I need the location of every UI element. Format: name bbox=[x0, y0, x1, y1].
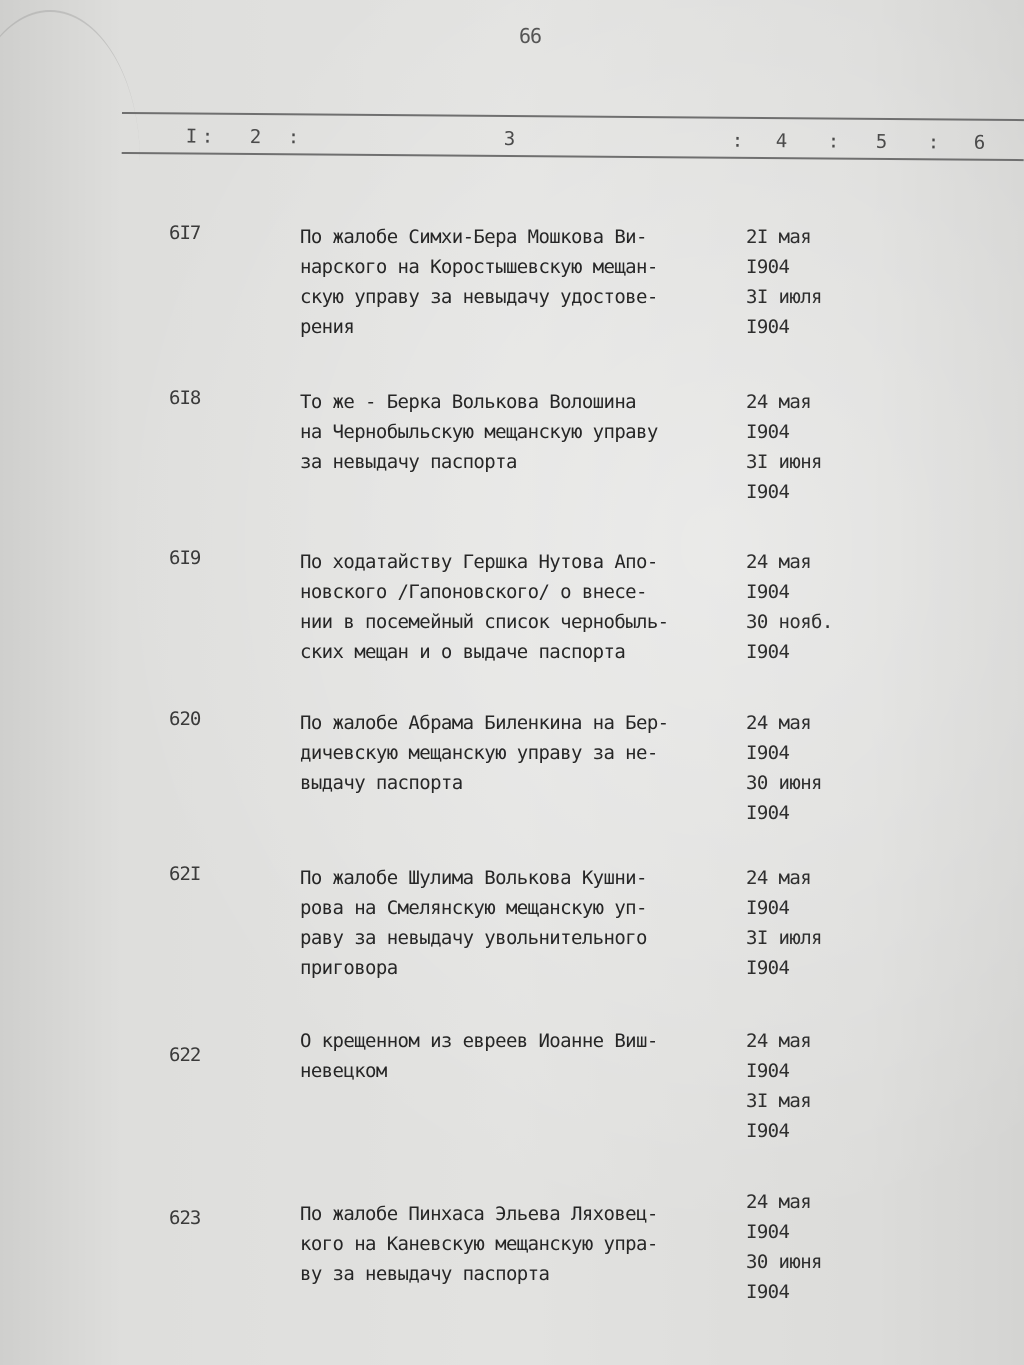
description-line: О крещенном из евреев Иоанне Виш- bbox=[300, 1030, 658, 1052]
entry-number: 622 bbox=[169, 1044, 201, 1066]
header-col-5: 5 bbox=[875, 130, 888, 154]
entry-description bbox=[300, 708, 750, 798]
header-sep-1: : bbox=[201, 125, 214, 148]
date-start: 24 мая bbox=[746, 1191, 812, 1213]
date-start-year: I904 bbox=[746, 742, 790, 764]
description-line: дичевскую мещанскую управу за не- bbox=[300, 742, 658, 764]
description-line: приговора bbox=[300, 957, 398, 979]
date-start: 24 мая bbox=[746, 867, 812, 889]
description-line: нарского на Коростышевскую мещан- bbox=[300, 256, 658, 278]
description-line: рова на Смелянскую мещанскую уп- bbox=[300, 897, 647, 919]
date-end-year: I904 bbox=[746, 316, 790, 338]
entry-number: 620 bbox=[169, 708, 201, 730]
entry-number: 6I7 bbox=[169, 222, 201, 244]
header-sep-4: : bbox=[827, 130, 840, 153]
description-line: раву за невыдачу увольнительного bbox=[300, 927, 647, 949]
header-sep-2: : bbox=[287, 126, 300, 149]
date-start: 24 мая bbox=[746, 1030, 812, 1052]
description-line: новского /Гапоновского/ о внесе- bbox=[300, 581, 647, 603]
date-start-year: I904 bbox=[746, 897, 790, 919]
entry-dates bbox=[746, 708, 876, 828]
entry-dates bbox=[746, 222, 876, 342]
description-line: кого на Каневскую мещанскую упра- bbox=[300, 1233, 658, 1255]
entry-number: 62I bbox=[169, 863, 201, 885]
date-end: 3I июля bbox=[746, 286, 822, 308]
description-line: По ходатайству Гершка Нутова Апо- bbox=[300, 551, 658, 573]
page-number: 66 bbox=[519, 24, 542, 48]
entry-number: 6I8 bbox=[169, 387, 201, 409]
description-line: выдачу паспорта bbox=[300, 772, 463, 794]
date-start: 2I мая bbox=[746, 226, 812, 248]
date-end: 30 нояб. bbox=[746, 611, 833, 633]
entry-dates bbox=[746, 863, 876, 983]
entry-description bbox=[300, 1199, 750, 1289]
header-col-3: 3 bbox=[503, 127, 516, 151]
date-end: 3I мая bbox=[746, 1090, 812, 1112]
description-line: ву за невыдачу паспорта bbox=[300, 1263, 550, 1285]
date-start: 24 мая bbox=[746, 551, 812, 573]
description-line: невецком bbox=[300, 1060, 387, 1082]
date-end-year: I904 bbox=[746, 481, 790, 503]
description-line: По жалобе Симхи-Бера Мошкова Ви- bbox=[300, 226, 647, 248]
date-end-year: I904 bbox=[746, 1281, 790, 1303]
description-line: за невыдачу паспорта bbox=[300, 451, 517, 473]
date-end: 3I июня bbox=[746, 451, 822, 473]
description-line: По жалобе Абрама Биленкина на Бер- bbox=[300, 712, 669, 734]
description-line: рения bbox=[300, 316, 355, 338]
entry-dates bbox=[746, 1026, 876, 1146]
description-line: То же - Берка Волькова Волошина bbox=[300, 391, 637, 413]
entry-number: 623 bbox=[169, 1207, 201, 1229]
date-end-year: I904 bbox=[746, 957, 790, 979]
date-end-year: I904 bbox=[746, 641, 790, 663]
header-col-6: 6 bbox=[973, 131, 986, 154]
date-start: 24 мая bbox=[746, 391, 812, 413]
entry-description bbox=[300, 222, 750, 342]
header-col-4: 4 bbox=[775, 130, 788, 153]
description-line: скую управу за невыдачу удостове- bbox=[300, 286, 658, 308]
entry-dates bbox=[746, 547, 876, 667]
date-start-year: I904 bbox=[746, 581, 790, 603]
entry-dates bbox=[746, 387, 876, 507]
entry-description bbox=[300, 387, 750, 477]
entry-description bbox=[300, 863, 750, 983]
header-sep-5: : bbox=[927, 131, 940, 154]
date-end: 30 июня bbox=[746, 772, 822, 794]
header-col-2: 2 bbox=[249, 126, 262, 149]
date-end: 30 июня bbox=[746, 1251, 822, 1273]
date-start-year: I904 bbox=[746, 421, 790, 443]
date-end-year: I904 bbox=[746, 1120, 790, 1142]
entry-description bbox=[300, 547, 750, 667]
entry-number: 6I9 bbox=[169, 547, 201, 569]
description-line: нии в посемейный список чернобыль- bbox=[300, 611, 669, 633]
date-start-year: I904 bbox=[746, 1060, 790, 1082]
date-end-year: I904 bbox=[746, 802, 790, 824]
description-line: на Чернобыльскую мещанскую управу bbox=[300, 421, 658, 443]
description-line: По жалобе Пинхаса Эльева Ляховец- bbox=[300, 1203, 658, 1225]
description-line: ских мещан и о выдаче паспорта bbox=[300, 641, 626, 663]
entry-description bbox=[300, 1026, 750, 1086]
header-col-1: I bbox=[185, 125, 198, 148]
date-start-year: I904 bbox=[746, 1221, 790, 1243]
date-end: 3I июля bbox=[746, 927, 822, 949]
entry-dates bbox=[746, 1187, 876, 1307]
header-sep-3: : bbox=[731, 129, 744, 152]
date-start-year: I904 bbox=[746, 256, 790, 278]
description-line: По жалобе Шулима Волькова Кушни- bbox=[300, 867, 647, 889]
date-start: 24 мая bbox=[746, 712, 812, 734]
